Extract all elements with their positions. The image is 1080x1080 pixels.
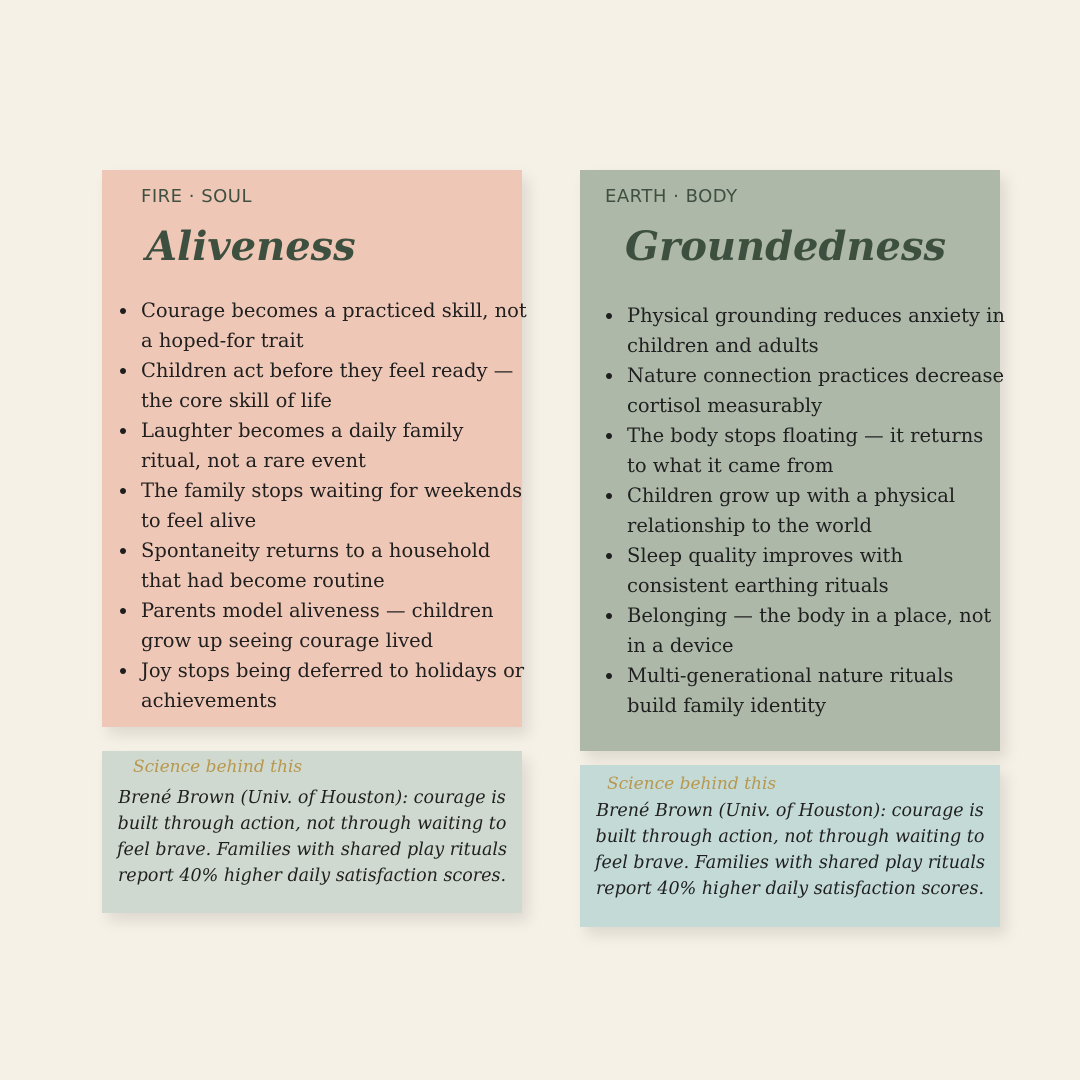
fire-science-label: Science behind this xyxy=(133,757,303,777)
fire-science-text: Brené Brown (Univ. of Houston): courage is built through action, not through waiting to feel brave. Families with shared play rituals report 40% higher daily satisfaction scores. xyxy=(117,788,507,886)
list-item: • Parents model aliveness — children grow up seeing courage lived xyxy=(139,596,527,656)
fire-card-points-list xyxy=(121,296,527,716)
earth-body-card xyxy=(580,170,1005,751)
fire-card-title: Aliveness xyxy=(146,223,356,270)
earth-science-note xyxy=(580,765,1000,927)
fire-soul-card xyxy=(102,170,527,727)
list-item: • Laughter becomes a daily family ritual, not a rare event xyxy=(139,416,527,476)
fire-science-note xyxy=(102,751,522,913)
list-item: • Physical grounding reduces anxiety in children and adults xyxy=(625,301,1008,361)
list-item: • Joy stops being deferred to holidays or achievements xyxy=(139,656,527,716)
list-item: • Sleep quality improves with consistent earthing rituals xyxy=(625,541,1008,601)
list-item: • Nature connection practices decrease cortisol measurably xyxy=(625,361,1008,421)
list-item: • Belonging — the body in a place, not in a device xyxy=(625,601,1008,661)
list-item: • Multi-generational nature rituals build family identity xyxy=(625,661,1008,721)
earth-science-label: Science behind this xyxy=(607,774,777,794)
earth-card-points-list xyxy=(607,301,1008,721)
earth-card-title: Groundedness xyxy=(625,223,947,270)
list-item: • The family stops waiting for weekends to feel alive xyxy=(139,476,527,536)
list-item: • Children grow up with a physical relationship to the world xyxy=(625,481,1008,541)
list-item: • Children act before they feel ready — the core skill of life xyxy=(139,356,527,416)
list-item: • The body stops floating — it returns to what it came from xyxy=(625,421,1008,481)
list-item: • Courage becomes a practiced skill, not a hoped-for trait xyxy=(139,296,527,356)
earth-card-eyebrow: EARTH · BODY xyxy=(605,186,738,207)
list-item: • Spontaneity returns to a household that had become routine xyxy=(139,536,527,596)
fire-card-eyebrow: FIRE · SOUL xyxy=(141,186,253,207)
earth-science-text: Brené Brown (Univ. of Houston): courage is built through action, not through waiting to feel brave. Families with shared play rituals report 40% higher daily satisfaction scores. xyxy=(595,801,985,899)
